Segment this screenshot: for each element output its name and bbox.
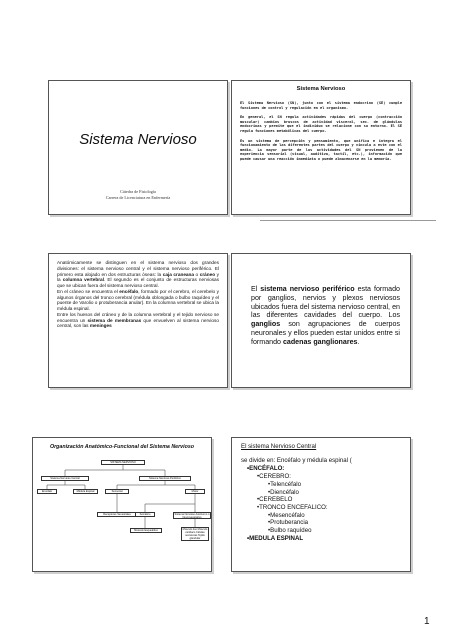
bold-term: meninges: [89, 323, 112, 329]
slide-anatomy-text: [48, 253, 228, 388]
slide-organization-diagram: [32, 437, 212, 572]
paragraph: Es un sistema de percepción y pensamiento, que unifica e integra el funcionamiento de las diferentes partes del cuerpo y vincula a este con el medio. La mayor parte de las actividades del SN provienen de la experiencia sensorial (visual, auditiva, tactil, etc.), información que puede causar una reacción inmediata o puede almacenarse en la memoria.: [240, 138, 402, 161]
text-run: .: [357, 337, 360, 346]
outline-item: •Bulbo raquídeo: [268, 527, 312, 535]
outline-item: •CEREBRO:: [257, 473, 291, 481]
slide-body: [232, 254, 410, 347]
box-snc: Sistema Nervioso Central: [41, 476, 89, 481]
text-run: esta formado por ganglios, nervios y plexos nerviosos ubicados fuera del sistema nervioso central, en las diferentes cavidades del cuerpo. Los: [251, 285, 400, 320]
bold-term: sistema de membranas: [87, 317, 142, 323]
outline-item: •CEREBELO: [257, 496, 293, 504]
box-encefalo: Encéfalo: [37, 489, 57, 494]
text-run: , formado por el cerebro, el cerebelo y algunos órganos del tronco cerebral (médula oblongada o bulbo raquídeo y el puente de Varolio o protuberancia anular). En la columna vertebral se ubica la médula espinal.: [57, 288, 219, 311]
outline-item: •Protuberancia: [268, 519, 309, 527]
org-diagram: [33, 452, 212, 572]
text-run: En el cráneo se encuentra el: [57, 288, 120, 294]
paragraph: En general, el SN regula actividades rápidas del cuerpo (contracción muscular) cambios bruscos de actividad visceral, sec. de glándulas endocrinas y permite que el individuo se relacione con su entorno. El SE regula funciones metabólicas del cuerpo.: [240, 115, 402, 133]
box-autonomo: Sistema Nervioso Autónomo o Neurovegetativo: [174, 512, 210, 519]
slide-definition: [231, 80, 411, 215]
footer-line: Cátedra de Fisiología: [120, 189, 156, 194]
box-sensorial: Sensorial: [105, 489, 129, 494]
box-somatico: Somático: [135, 512, 155, 517]
outline-item: •Diencéfalo: [268, 488, 299, 496]
outline-item: •MEDULA ESPINAL: [247, 534, 304, 542]
outline-list: [241, 465, 404, 542]
slide-heading: Organización Anatómico-Funcional del Sistema Nervioso: [49, 444, 195, 450]
text-run: Entre los huesos del cráneo y de la columna vertebral y el tejido nervioso se encuentra un: [57, 311, 219, 323]
slide-body: [232, 438, 410, 542]
text-run: que envuelven al sistema nervioso central, son las: [57, 317, 219, 329]
slide-title-footer: [49, 189, 227, 200]
text-run: son agrupaciones de cuerpos neuronales y ellos pueden estar unidos entre si formando: [251, 320, 400, 346]
bold-term: cadenas ganglionares: [282, 337, 358, 346]
box-motor: Motor: [185, 489, 205, 494]
slide-peripheral: [231, 253, 411, 388]
footer-line: Carrera de Licenciatura en Enfermería: [105, 194, 171, 200]
bold-term: caja craneana: [162, 271, 194, 277]
bold-term: sistema nervioso periférico: [260, 285, 355, 293]
outline-item: •Telencéfalo: [268, 480, 301, 488]
slide-title-text: Sistema Nervioso: [79, 131, 197, 148]
box-receptores: Receptores Sensoriales: [97, 512, 137, 517]
box-sistema-nervioso: SISTEMA NERVIOSO: [101, 460, 145, 465]
box-efectores: Músculo liso Músculo cardíaco Células secretoras Tejido glandular: [182, 528, 208, 540]
slide-heading: El sistema Nervioso Central: [241, 443, 317, 450]
bold-term: cráneo: [199, 271, 216, 277]
text-run: o: [194, 271, 200, 277]
intro-text: se divide en: Encéfalo y médula espinal (: [241, 456, 352, 464]
bold-term: columna vertebral: [62, 277, 104, 283]
outline-item: •TRONCO ENCEFALICO:: [257, 503, 328, 511]
box-snp: Sistema Nervioso Periférico: [139, 476, 191, 481]
text-run: El: [251, 285, 261, 293]
slide-body: [49, 254, 227, 329]
page-number: 1: [424, 616, 430, 627]
text-run: y la: [57, 271, 219, 283]
slide-title: [48, 80, 228, 215]
slide-snc: [231, 437, 411, 572]
outline-item: •ENCÉFALO:: [247, 465, 285, 473]
box-medula: Médula Espinal: [73, 489, 98, 494]
slide-heading: Sistema Nervioso: [296, 86, 346, 92]
notes-lines: [260, 220, 436, 221]
bold-term: ganglios: [251, 320, 281, 329]
text-run: . El segundo es el conjunto de estructuras nerviosas que se ubican fuera del sistema nervioso central.: [57, 277, 219, 288]
bold-term: encéfalo: [119, 288, 139, 294]
text-run: Anatómicamente se distinguen en el sistema nervioso dos grandes divisiones: el sistema nervioso central y el sistema nervioso periférico. El primero esta alojado en dos estructuras óseas: la: [57, 260, 219, 277]
outline-item: •Mesencéfalo: [268, 511, 305, 519]
box-musculo-esqueletico: Músculo Esquelético: [130, 528, 162, 533]
paragraph: El Sistema Nervioso (SN), junto con el sistema endocrino (SE) cumple funciones de control y regulación en el organismo.: [240, 101, 402, 110]
